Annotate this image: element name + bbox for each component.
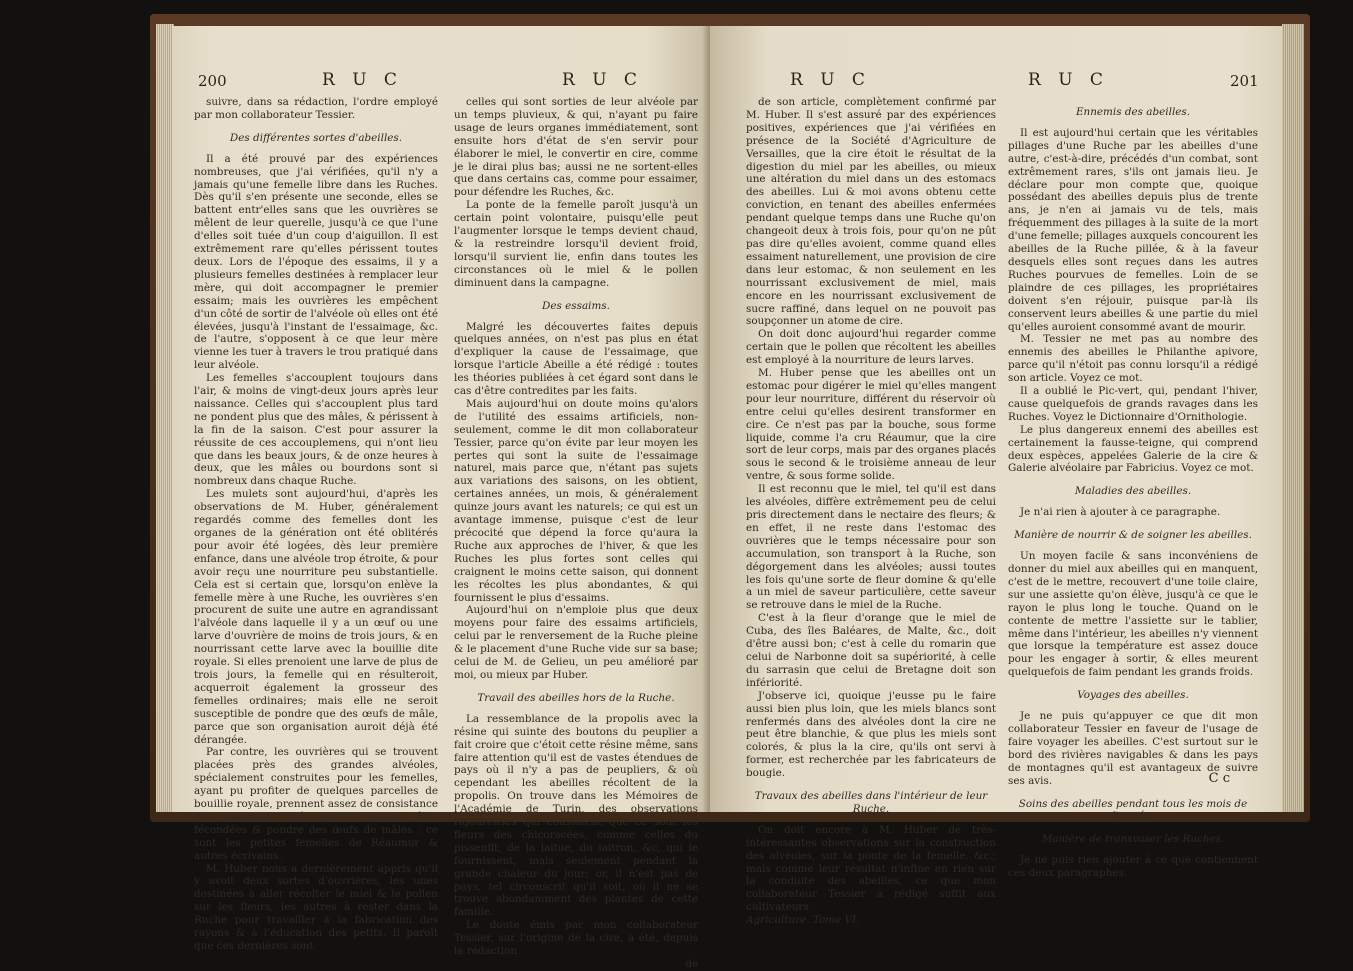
paragraph: La ressemblance de la propolis avec la résine qui suinte des boutons du peuplier a fait croire que c'étoit cette résine même, sans faire attention qu'il est de vastes étendues de pays où il n'y a pas de peupliers, & où cependant les abeilles récoltent de la propolis. On trouve dans les Mémoires de l'Académie de Turin, des observations rigoureuses qui constatent que ce sont les fleurs des chicoracées, comme celles du pissenlit, de la laitue, du laitron, &c, qui le fournissent, mais seulement pendant la grande chaleur du jour; or, il n'est pas de pays, tel circonscrit qu'il soit, où il ne se trouve abondamment des plantes de cette famille. (454, 712, 698, 919)
paragraph: On doit donc aujourd'hui regarder comme certain que le pollen que récoltent les abeilles est employé à la nourriture de leurs larves. (746, 328, 996, 367)
text-column (1008, 96, 1258, 880)
section-heading: Voyages des abeilles. (1077, 689, 1189, 702)
section-heading: Des essaims. (542, 299, 610, 312)
section-heading: Manière de nourrir & de soigner les abeilles. (1014, 529, 1252, 542)
section-heading: Manière de transvaser les Ruches. (1041, 833, 1225, 846)
running-head: R U C (322, 70, 403, 90)
text-column (194, 96, 438, 953)
paragraph: Il a oublié le Pic-vert, qui, pendant l'hiver, cause quelquefois de grands ravages dans les Ruches. Voyez le Dictionnaire d'Ornithologie. (1008, 385, 1258, 423)
paragraph: On doit encore à M. Huber de très-intéressantes observations sur la construction des alvéoles, sur la ponte de la femelle, &c.; mais comme leur résultat n'influe en rien sur la conduite des abeilles, ce que mon collaborateur Tessier a rédigé suffit aux cultivateurs. (746, 823, 996, 914)
paragraph: Malgré les découvertes faites depuis quelques années, on n'est pas plus en état d'expliquer la cause de l'essaimage, que lorsque l'article Abeille a été rédigé : toutes les théories publiées à cet égard sont dans le cas d'être contredites par les faits. (454, 320, 698, 398)
section-heading: Travail des abeilles hors de la Ruche. (477, 691, 675, 704)
section-heading: Maladies des abeilles. (1074, 485, 1192, 498)
section-heading: Travaux des abeilles dans l'intérieur de leur Ruche. (754, 790, 988, 815)
section-heading: Ennemis des abeilles. (1075, 106, 1191, 118)
paragraph: C'est à la fleur d'orange que le miel de Cuba, des îles Baléares, de Malte, &c., doit d'être aussi bon; c'est à celle du romarin que celui de Narbonne doit sa supériorité, à celle du sarrasin que celui de Bretagne doit son infériorité. (746, 612, 996, 689)
running-head: R U C (562, 70, 643, 90)
paragraph: M. Huber nous a dernièrement appris qu'il y avoit deux sortes d'ouvrières, les unes destinées à aller récolter le miel & le pollen sur les fleurs, les autres à rester dans la Ruche pour travailler à la fabrication des rayons & à l'éducation des petits. Il paroît que ces dernières sont (194, 862, 438, 952)
paragraph: Il a été prouvé par des expériences nombreuses, que j'ai vérifiées, qu'il n'y a jamais qu'une femelle libre dans les Ruches. Dès qu'il s'en présente une seconde, elles se battent entr'elles sans que les ouvrières se mêlent de leur querelle, jusqu'à ce que l'une d'elles soit tuée d'un coup d'aiguillon. Il est extrêmement rare qu'elles périssent toutes deux. Lors de l'époque des essaims, il y a plusieurs femelles destinées à remplacer leur mère, qui doit accompagner le premier essaim; mais les ouvrières les empêchent d'un côté de sortir de l'alvéole où elles ont été élevées, jusqu'à l'instant de l'essaimage, &c. de l'autre, s'opposent à ce que leur mère vienne les tuer à travers le trou pratiqué dans leur alvéole. (194, 152, 438, 372)
paragraph: Il est reconnu que le miel, tel qu'il est dans les alvéoles, diffère extrêmement peu de celui pris directement dans le nectaire des fleurs; & en effet, il ne reste dans l'estomac des ouvrières que le temps nécessaire pour son accumulation, son transport à la Ruche, son dégorgement dans les alvéoles; aussi toutes les fois qu'une sorte de fleur domine & qu'elle a un miel de saveur particulière, cette saveur se retrouve dans le miel de la Ruche. (746, 483, 996, 612)
paragraph: Je n'ai rien à ajouter à ce paragraphe. (1020, 506, 1221, 519)
paragraph: J'observe ici, quoique j'eusse pu le faire aussi bien plus loin, que les miels blancs sont renfermés dans des alvéoles dont la cire ne peut être blanchie, & que plus les miels sont colorés, & plus la la cire, qu'ils ont servi à former, est recherchée par les fabricateurs de bougie. (746, 689, 996, 780)
paragraph: celles qui sont sorties de leur alvéole par un temps pluvieux, & qui, n'ayant pu faire usage de leurs organes immédiatement, sont ensuite hors d'état de s'en servir pour élaborer le miel, le convertir en cire, comme je le dirai plus bas; aussi ne ne sortent-elles que dans certains cas, comme pour essaimer, pour défendre les Ruches, &c. (454, 96, 698, 199)
paragraph: Je ne puis qu'appuyer ce que dit mon collaborateur Tessier en faveur de l'usage de faire voyager les abeilles. C'est surtout sur le bord des rivières navigables & dans les pays de montagnes qu'il est avantageux de suivre ses avis. (1008, 710, 1258, 787)
paragraph: M. Tessier ne met pas au nombre des ennemis des abeilles le Philanthe apivore, parce qu'il n'étoit pas connu lorsqu'il a rédigé son article. Voyez ce mot. (1008, 333, 1258, 385)
section-heading: Soins des abeilles pendant tous les mois de l'année. (1018, 797, 1248, 823)
paragraph: Les femelles s'accouplent toujours dans l'air, & moins de vingt-deux jours après leur naissance. Celles qui s'accouplent plus tard ne pondent plus que des mâles, & périssent à la fin de la saison. C'est pour assurer la réussite de ces accouplemens, qui n'ont lieu que dans les beaux jours, & de onze heures à deux, que les mâles ou bourdons sont si nombreux dans chaque Ruche. (194, 372, 438, 488)
paragraph: Mais aujourd'hui on doute moins qu'alors de l'utilité des essaims artificiels, non-seulement, comme le dit mon collaborateur Tessier, parce qu'on évite par leur moyen les pertes qui sont la suite de l'essaimage naturel, mais parce que, n'étant pas sujets aux variations des saisons, on les obtient, certaines années, un mois, & généralement quinze jours avant les naturels; ce qui est un avantage immense, puisque c'est de leur précocité que dépend la force qu'aura la Ruche aux approches de l'hiver, & que les Ruches les plus fortes sont celles qui craignent le moins cette saison, qui donnent les récoltes les plus abondantes, & qui fournissent le plus d'essaims. (454, 397, 698, 604)
paragraph: M. Huber pense que les abeilles ont un estomac pour digérer le miel qu'elles mangent pour leur nourriture, différent du réservoir où entre celui qu'elles desirent transformer en cire. Ce n'est pas par la bouche, sous forme liquide, comme l'a cru Réaumur, que la cire sort de leur corps, mais par des organes placés sous le second & le troisième anneau de leur ventre, & sous forme solide. (746, 367, 996, 483)
paragraph: Le plus dangereux ennemi des abeilles est certainement la fausse-teigne, qui comprend deux espèces, appelées Galerie de la cire & Galerie alvéolaire par Fabricius. Voyez ce mot. (1008, 423, 1258, 475)
paragraph: Aujourd'hui on n'emploie plus que deux moyens pour faire des essaims artificiels, celui par le renversement de la Ruche pleine & le placement d'une Ruche vide sur sa base; celui de M. de Gelieu, un peu amélioré par moi, ou mieux par Huber. (454, 604, 698, 681)
paragraph: de son article, complètement confirmé par M. Huber. Il s'est assuré par des expériences positives, expériences que j'ai vérifiées en présence de la Société d'Agriculture de Versailles, que la cire étoit le résultat de la digestion du miel par les abeilles, ou mieux une altération du miel dans un des estomacs des abeilles. Lui & moi avons obtenu cette conviction, en tenant des abeilles enfermées pendant quelque temps dans une Ruche qu'on changeoit deux à trois fois, pour qu'on ne pût pas dire qu'elles avoient, comme quand elles essaiment naturellement, une provision de cire dans leur estomac, & non seulement en les nourrissant exclusivement de miel, mais encore en les nourrissant exclusivement de sucre raffiné, dans lequel on ne pouvoit pas soupçonner un atome de cire. (746, 96, 996, 328)
running-head: R U C (790, 70, 871, 90)
running-head: R U C (1028, 70, 1109, 90)
paragraph: de (685, 958, 698, 970)
section-heading: Des différentes sortes d'abeilles. (229, 131, 403, 144)
paragraph: Le doute émis par mon collaborateur Tessier, sur l'origine de la cire, a été, depuis la rédaction (454, 919, 698, 958)
book (150, 14, 1310, 970)
text-column (454, 96, 698, 971)
paragraph: La ponte de la femelle paroît jusqu'à un certain point volontaire, puisqu'elle peut l'augmenter lorsque le temps devient chaud, & la restreindre lorsqu'il devient froid, lorsqu'il survient lie, enfin dans toutes les circonstances où le miel & le pollen diminuent dans la campagne. (454, 199, 698, 289)
page-footer: Agriculture. Tome VI. (746, 914, 860, 927)
paragraph: Je ne puis rien ajouter à ce que contiennent ces deux paragraphes. (1008, 854, 1258, 880)
page-number: 201 (1230, 72, 1259, 90)
paragraph: Par contre, les ouvrières qui se trouvent placées près des grandes alvéoles, spécialement construites pour les femelles, ayant pu profiter de quelques parcelles de bouillie royale, prennent assez de consistance pour, quoique restées petites, pouvoir être fécondées & pondre des œufs de mâles : ce sont les petites femelles de Réaumur & autres écrivains. (194, 746, 438, 862)
page-edges-right (1282, 24, 1304, 812)
paragraph: suivre, dans sa rédaction, l'ordre employé par mon collaborateur Tessier. (194, 96, 438, 121)
paragraph: Il est aujourd'hui certain que les véritables pillages d'une Ruche par les abeilles d'une autre, c'est-à-dire, précédés d'un combat, sont extrêmement rares, s'ils ont jamais lieu. Je déclare pour mon compte que, quoique possédant des abeilles depuis plus de trente ans, je n'en ai jamais vu de tels, mais fréquemment des pillages à la suite de la mort d'une femelle; pillages auxquels concourent les abeilles de la Ruche pillée, & à la faveur desquels elles sont reçues dans les autres Ruches pourvues de femelles. Loin de se plaindre de ces pillages, les propriétaires doivent s'en réjouir, puisque par-là ils conservent leurs abeilles & une partie du miel qu'elles auroient consommé avant de mourir. (1008, 126, 1259, 333)
paragraph: Un moyen facile & sans inconvéniens de donner du miel aux abeilles qui en manquent, c'est de le mettre, recouvert d'une toile claire, sur une assiette qu'on élève, jusqu'à ce que le rayon le plus long le touche. Quand on le contente de mettre l'assiette sur le tablier, même dans l'intérieur, les abeilles n'y viennent que lorsque la température est assez douce pour les engager à sortir, & elles meurent quelquefois de faim pendant les grands froids. (1008, 550, 1258, 679)
text-column (746, 96, 996, 927)
page-number: 200 (198, 72, 227, 90)
paragraph: Les mulets sont aujourd'hui, d'après les observations de M. Huber, généralement regardés comme des femelles dont les organes de la génération ont été oblitérés pour avoir été logées, dès leur première enfance, dans une alvéole trop étroite, & pour avoir reçu une nourriture peu substantielle. Cela est si certain que, lorsqu'on enlève la femelle mère à une Ruche, les ouvrières s'en procurent de suite une autre en agrandissant l'alvéole dans laquelle il y a un œuf ou une larve d'ouvrière de moins de trois jours, & en nourrissant cette larve avec la bouillie dite royale. Si elles prenoient une larve de plus de trois jours, la femelle qui en résulteroit, acquerroit également la grosseur des femelles ordinaires; mais elle ne seroit susceptible de pondre que des œufs de mâle, parce que son organisation auroit déjà été dérangée. (194, 488, 438, 746)
signature-mark: C c (1208, 771, 1230, 786)
right-page (710, 26, 1282, 927)
left-page (172, 26, 710, 970)
